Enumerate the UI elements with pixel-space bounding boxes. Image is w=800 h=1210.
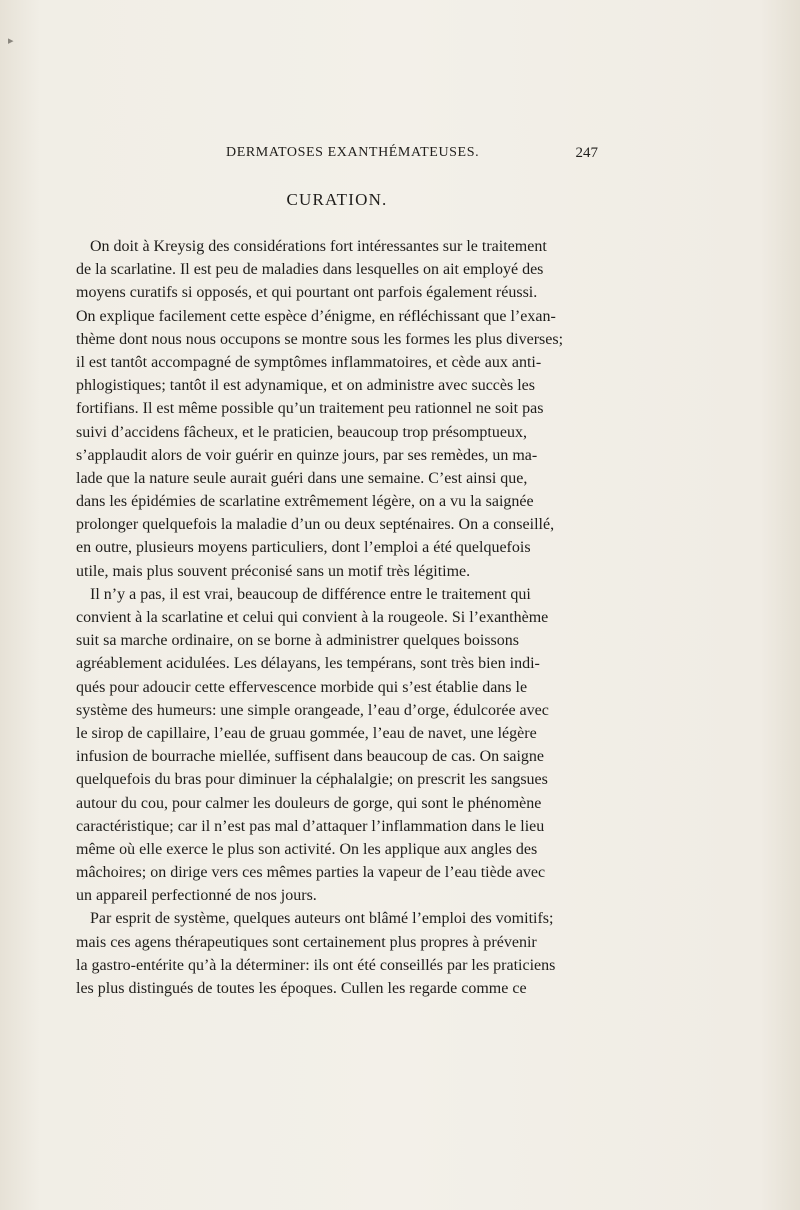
running-title: DERMATOSES EXANTHÉMATEUSES. — [226, 145, 480, 160]
text-line: thème dont nous nous occupons se montre sous les formes les plus diverses; — [76, 330, 564, 348]
text-line: système des humeurs: une simple orangeade, l’eau d’orge, édulcorée avec — [76, 701, 549, 719]
text-line: de la scarlatine. Il est peu de maladies dans lesquelles on ait employé des — [76, 261, 544, 279]
text-line: un appareil perfectionné de nos jours. — [76, 887, 317, 905]
paragraph — [76, 907, 598, 1000]
text-line: s’applaudit alors de voir guérir en quinze jours, par ses remèdes, un ma- — [76, 446, 538, 464]
text-line: convient à la scarlatine et celui qui convient à la rougeole. Si l’exanthème — [76, 609, 549, 626]
text-line: les plus distingués de toutes les époques. Cullen les regarde comme ce — [76, 980, 527, 997]
text-line: en outre, plusieurs moyens particuliers, dont l’emploi a été quelquefois — [76, 539, 531, 557]
text-line: Par esprit de système, quelques auteurs ont blâmé l’emploi des vomitifs; — [90, 910, 554, 928]
text-line: phlogistiques; tantôt il est adynamique, et on administre avec succès les — [76, 377, 535, 395]
text-line: On doit à Kreysig des considérations fort intéressantes sur le traitement — [90, 238, 547, 255]
text-line: utile, mais plus souvent préconisé sans un motif très légitime. — [76, 562, 471, 580]
text-line: même où elle exerce le plus son activité. On les applique aux angles des — [76, 840, 538, 858]
text-line: mais ces agens thérapeutiques sont certainement plus propres à prévenir — [76, 933, 537, 951]
text-line: agréablement acidulées. Les délayans, les tempérans, sont très bien indi- — [76, 655, 540, 673]
text-line: caractéristique; car il n’est pas mal d’attaquer l’inflammation dans le lieu — [76, 817, 545, 835]
text-line: il est tantôt accompagné de symptômes inflammatoires, et cède aux anti- — [76, 353, 542, 371]
margin-mark: ▸ — [8, 35, 14, 47]
text-line: infusion de bourrache miellée, suffisent dans beaucoup de cas. On saigne — [76, 748, 544, 766]
text-line: suit sa marche ordinaire, on se borne à administrer quelques boissons — [76, 632, 519, 650]
text-line: Il n’y a pas, il est vrai, beaucoup de différence entre le traitement qui — [90, 585, 531, 603]
text-line: suivi d’accidens fâcheux, et le praticien, beaucoup trop présomptueux, — [76, 423, 527, 441]
text-line: mâchoires; on dirige vers ces mêmes parties la vapeur de l’eau tiède avec — [76, 864, 546, 882]
page-number: 247 — [575, 145, 598, 161]
text-line: le sirop de capillaire, l’eau de gruau gommée, l’eau de navet, une légère — [76, 724, 537, 742]
paragraph — [76, 583, 598, 908]
body-text — [76, 235, 598, 1000]
paragraph — [76, 235, 598, 583]
text-line: moyens curatifs si opposés, et qui pourtant ont parfois également réussi. — [76, 284, 538, 302]
text-line: On explique facilement cette espèce d’énigme, en réfléchissant que l’exan- — [76, 307, 556, 325]
text-line: qués pour adoucir cette effervescence morbide qui s’est établie dans le — [76, 678, 528, 696]
section-title: CURATION. — [286, 190, 388, 209]
text-line: la gastro-entérite qu’à la déterminer: ils ont été conseillés par les praticiens — [76, 956, 556, 974]
text-line: prolonger quelquefois la maladie d’un ou deux septénaires. On a conseillé, — [76, 516, 555, 534]
text-line: lade que la nature seule aurait guéri dans une semaine. C’est ainsi que, — [76, 469, 528, 487]
text-line: dans les épidémies de scarlatine extrêmement légère, on a vu la saignée — [76, 493, 534, 511]
text-line: quelquefois du bras pour diminuer la céphalalgie; on prescrit les sangsues — [76, 771, 548, 789]
running-head — [76, 145, 598, 165]
text-line: autour du cou, pour calmer les douleurs de gorge, qui sont le phénomène — [76, 794, 542, 812]
text-line: fortifians. Il est même possible qu’un traitement peu rationnel ne soit pas — [76, 400, 544, 418]
